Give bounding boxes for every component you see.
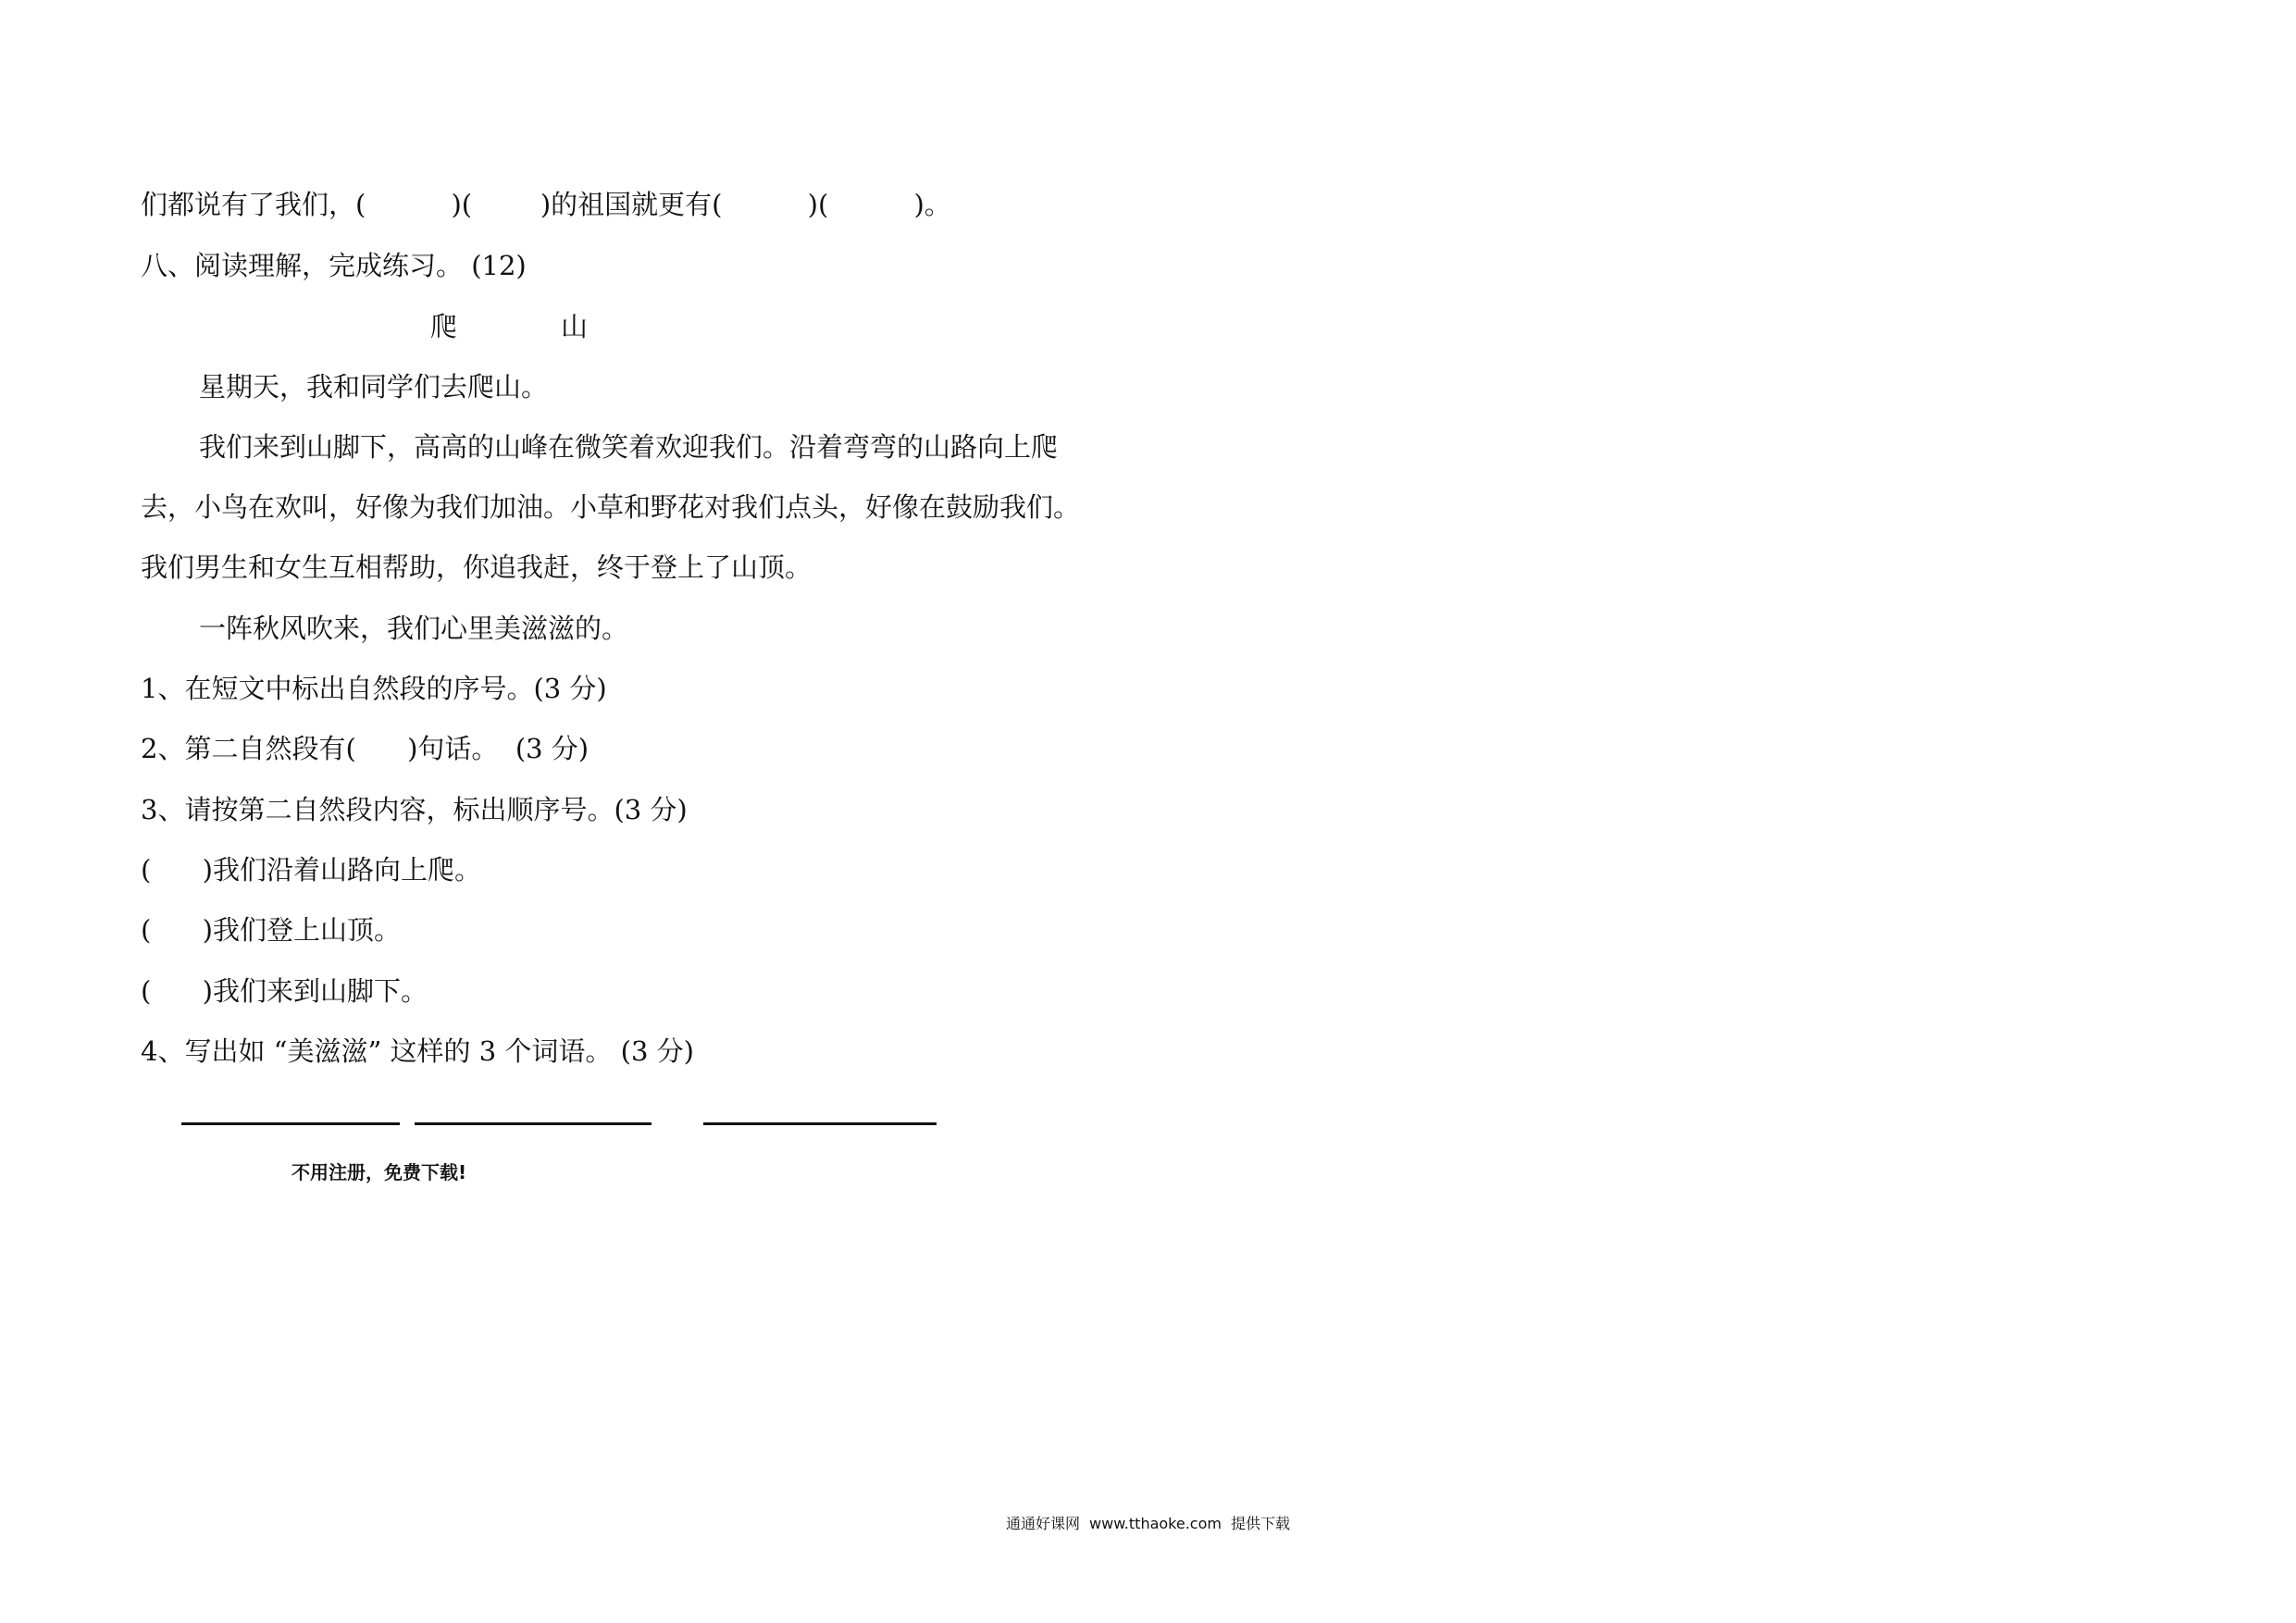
passage-paragraph-3: 一阵秋风吹来，我们心里美滋滋的。 bbox=[199, 613, 629, 644]
question-1: 1、在短文中标出自然段的序号。(3 分) bbox=[141, 673, 607, 704]
footer-action: 提供下载 bbox=[1230, 1515, 1290, 1532]
answer-blank-1[interactable] bbox=[181, 1122, 400, 1125]
passage-paragraph-1: 星期天，我和同学们去爬山。 bbox=[199, 371, 549, 403]
question-3: 3、请按第二自然段内容，标出顺序号。(3 分) bbox=[141, 794, 688, 825]
page-footer bbox=[0, 1514, 2296, 1534]
free-download-note: 不用注册，免费下载! bbox=[292, 1161, 467, 1183]
footer-url[interactable]: www.tthaoke.com bbox=[1089, 1515, 1222, 1532]
passage-paragraph-2-line-1: 我们来到山脚下，高高的山峰在微笑着欢迎我们。沿着弯弯的山路向上爬 bbox=[199, 431, 1059, 463]
fill-blank-sentence: 们都说有了我们，( )( )的祖国就更有( )( )。 bbox=[141, 189, 951, 220]
passage-title bbox=[430, 308, 588, 345]
order-option-3: ( )我们来到山脚下。 bbox=[141, 975, 428, 1007]
passage-title-char-2: 山 bbox=[561, 311, 589, 342]
passage-title-char-1: 爬 bbox=[430, 311, 458, 342]
question-4: 4、写出如 “美滋滋” 这样的 3 个词语。 (3 分) bbox=[141, 1035, 694, 1067]
answer-blank-3[interactable] bbox=[703, 1122, 937, 1125]
footer-site-name: 通通好课网 bbox=[1006, 1515, 1081, 1532]
section-heading-reading: 八、阅读理解，完成练习。 (12) bbox=[141, 250, 527, 281]
passage-paragraph-2-line-3: 我们男生和女生互相帮助，你追我赶，终于登上了山顶。 bbox=[141, 551, 813, 583]
passage-paragraph-2-line-2: 去，小鸟在欢叫，好像为我们加油。小草和野花对我们点头，好像在鼓励我们。 bbox=[141, 491, 1081, 523]
answer-blank-2[interactable] bbox=[415, 1122, 652, 1125]
question-2: 2、第二自然段有( )句话。 (3 分) bbox=[141, 733, 590, 764]
order-option-1: ( )我们沿着山路向上爬。 bbox=[141, 854, 481, 886]
order-option-2: ( )我们登上山顶。 bbox=[141, 914, 401, 946]
